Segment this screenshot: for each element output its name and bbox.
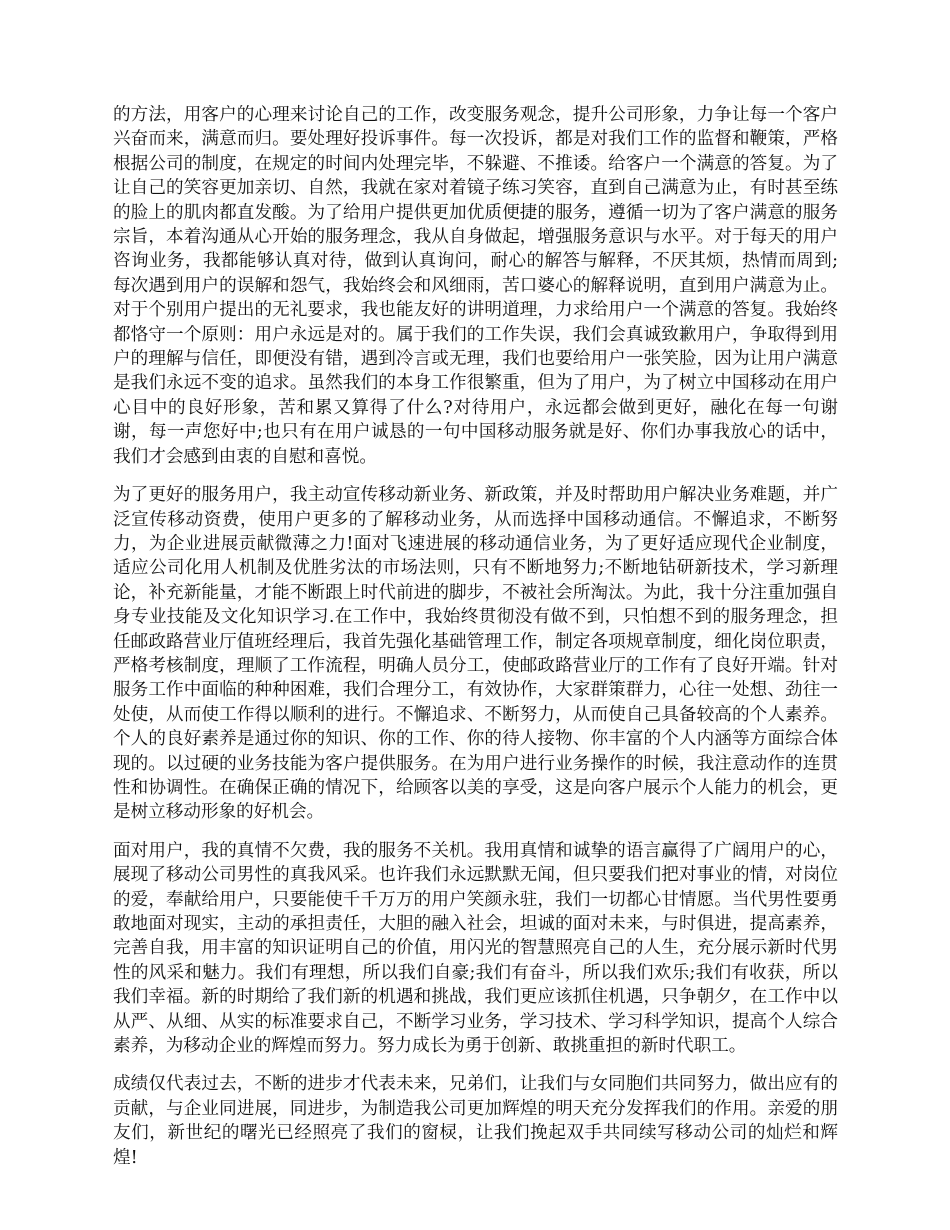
- document-body: [113, 103, 838, 1184]
- paragraph-2: 为了更好的服务用户，我主动宣传移动新业务、新政策，并及时帮助用户解决业务难题，并广泛宣传移动资费，使用户更多的了解移动业务，从而选择中国移动通信。不懈追求，不断努力，为企业进展贡献微薄之力!面对飞速进展的移动通信业务，为了更好适应现代企业制度，适应公司化用人机制及优胜劣汰的市场法则，只有不断地努力;不断地钻研新技术，学习新理论，补充新能量，才能不断跟上时代前进的脚步，不被社会所淘汰。为此，我十分注重加强自身专业技能及文化知识学习.在工作中，我始终贯彻没有做不到，只怕想不到的服务理念，担任邮政路营业厅值班经理后，我首先强化基础管理工作，制定各项规章制度，细化岗位职责，严格考核制度，理顺了工作流程，明确人员分工，使邮政路营业厅的工作有了良好开端。针对服务工作中面临的种种困难，我们合理分工，有效协作，大家群策群力，心往一处想、劲往一处使，从而使工作得以顺利的进行。不懈追求、不断努力，从而使自己具备较高的个人素养。个人的良好素养是通过你的知识、你的工作、你的待人接物、你丰富的个人内涵等方面综合体现的。以过硬的业务技能为客户提供服务。在为用户进行业务操作的时候，我注意动作的连贯性和协调性。在确保正确的情况下，给顾客以美的享受，这是向客户展示个人能力的机会，更是树立移动形象的好机会。: [113, 485, 838, 823]
- paragraph-4: 成绩仅代表过去，不断的进步才代表未来，兄弟们，让我们与女同胞们共同努力，做出应有的贡献，与企业同进展，同进步，为制造我公司更加辉煌的明天充分发挥我们的作用。亲爱的朋友们，新世纪的曙光已经照亮了我们的窗棂，让我们挽起双手共同续写移动公司的灿烂和辉煌!: [113, 1074, 838, 1168]
- paragraph-1: 的方法，用客户的心理来讨论自己的工作，改变服务观念，提升公司形象，力争让每一个客户兴奋而来，满意而归。要处理好投诉事件。每一次投诉，都是对我们工作的监督和鞭策，严格根据公司的制度，在规定的时间内处理完毕，不躲避、不推诿。给客户一个满意的答复。为了让自己的笑容更加亲切、自然，我就在家对着镜子练习笑容，直到自己满意为止，有时甚至练的脸上的肌肉都直发酸。为了给用户提供更加优质便捷的服务，遵循一切为了客户满意的服务宗旨，本着沟通从心开始的服务理念，我从自身做起，增强服务意识与水平。对于每天的用户咨询业务，我都能够认真对待，做到认真询问，耐心的解答与解释，不厌其烦，热情而周到;每次遇到用户的误解和怨气，我始终会和风细雨，苦口婆心的解释说明，直到用户满意为止。对于个别用户提出的无礼要求，我也能友好的讲明道理，力求给用户一个满意的答复。我始终都恪守一个原则：用户永远是对的。属于我们的工作失误，我们会真诚致歉用户，争取得到用户的理解与信任，即便没有错，遇到冷言或无理，我们也要给用户一张笑脸，因为让用户满意是我们永远不变的追求。虽然我们的本身工作很繁重，但为了用户，为了树立中国移动在用户心目中的良好形象，苦和累又算得了什么?对待用户，永远都会做到更好，融化在每一句谢谢，每一声您好中;也只有在用户诚恳的一句中国移动服务就是好、你们办事我放心的话中，我们才会感到由衷的自慰和喜悦。: [113, 105, 838, 467]
- paragraph-3: 面对用户，我的真情不欠费，我的服务不关机。我用真情和诚挚的语言赢得了广阔用户的心，展现了移动公司男性的真我风采。也许我们永远默默无闻，但只要我们把对事业的情，对岗位的爱，奉献给用户，只要能使千千万万的用户笑颜永驻，我们一切都心甘情愿。当代男性要勇敢地面对现实，主动的承担责任，大胆的融入社会，坦诚的面对未来，与时俱进，提高素养，完善自我，用丰富的知识证明自己的价值，用闪光的智慧照亮自己的人生，充分展示新时代男性的风采和魅力。我们有理想，所以我们自豪;我们有奋斗，所以我们欢乐;我们有收获，所以我们幸福。新的时期给了我们新的机遇和挑战，我们更应该抓住机遇，只争朝夕，在工作中以从严、从细、从实的标准要求自己，不断学习业务，学习技术、学习科学知识，提高个人综合素养，为移动企业的辉煌而努力。努力成长为勇于创新、敢挑重担的新时代职工。: [113, 840, 838, 1057]
